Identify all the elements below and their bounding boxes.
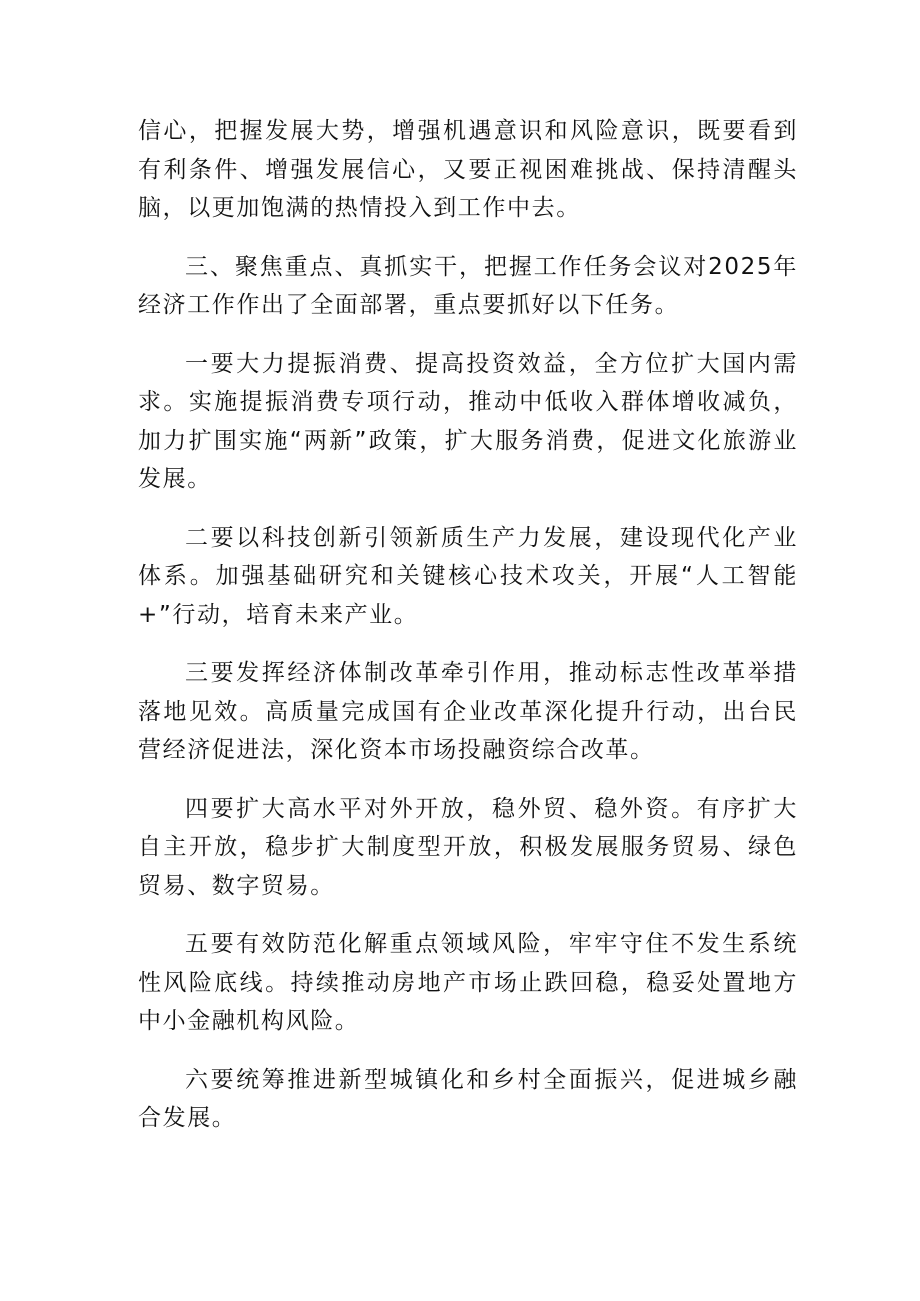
paragraph-task-one: 一要大力提振消费、提高投资效益，全方位扩大国内需求。实施提振消费专项行动，推动中低收入群体增收减负，加力扩围实施“两新”政策，扩大服务消费，促进文化旅游业发展。	[138, 350, 798, 492]
paragraph-continuation: 信心，把握发展大势，增强机遇意识和风险意识，既要看到有利条件、增强发展信心，又要正视困难挑战、保持清醒头脑，以更加饱满的热情投入到工作中去。	[138, 118, 798, 221]
paragraph-task-two: 二要以科技创新引领新质生产力发展，建设现代化产业体系。加强基础研究和关键核心技术攻关，开展“人工智能+”行动，培育未来产业。	[138, 524, 798, 628]
paragraph-task-three: 三要发挥经济体制改革牵引作用，推动标志性改革举措落地见效。高质量完成国有企业改革深化提升行动，出台民营经济促进法，深化资本市场投融资综合改革。	[138, 660, 798, 763]
paragraph-task-five: 五要有效防范化解重点领域风险，牢牢守住不发生系统性风险底线。持续推动房地产市场止跌回稳，稳妥处置地方中小金融机构风险。	[138, 931, 798, 1034]
paragraph-task-six: 六要统筹推进新型城镇化和乡村全面振兴，促进城乡融合发展。	[138, 1066, 798, 1131]
paragraph-task-four: 四要扩大高水平对外开放，稳外贸、稳外资。有序扩大自主开放，稳步扩大制度型开放，积极发展服务贸易、绿色贸易、数字贸易。	[138, 795, 798, 899]
document-body	[138, 112, 798, 1138]
paragraph-section-three-heading: 三、聚焦重点、真抓实干，把握工作任务会议对2025年经济工作作出了全面部署，重点要抓好以下任务。	[138, 253, 798, 318]
